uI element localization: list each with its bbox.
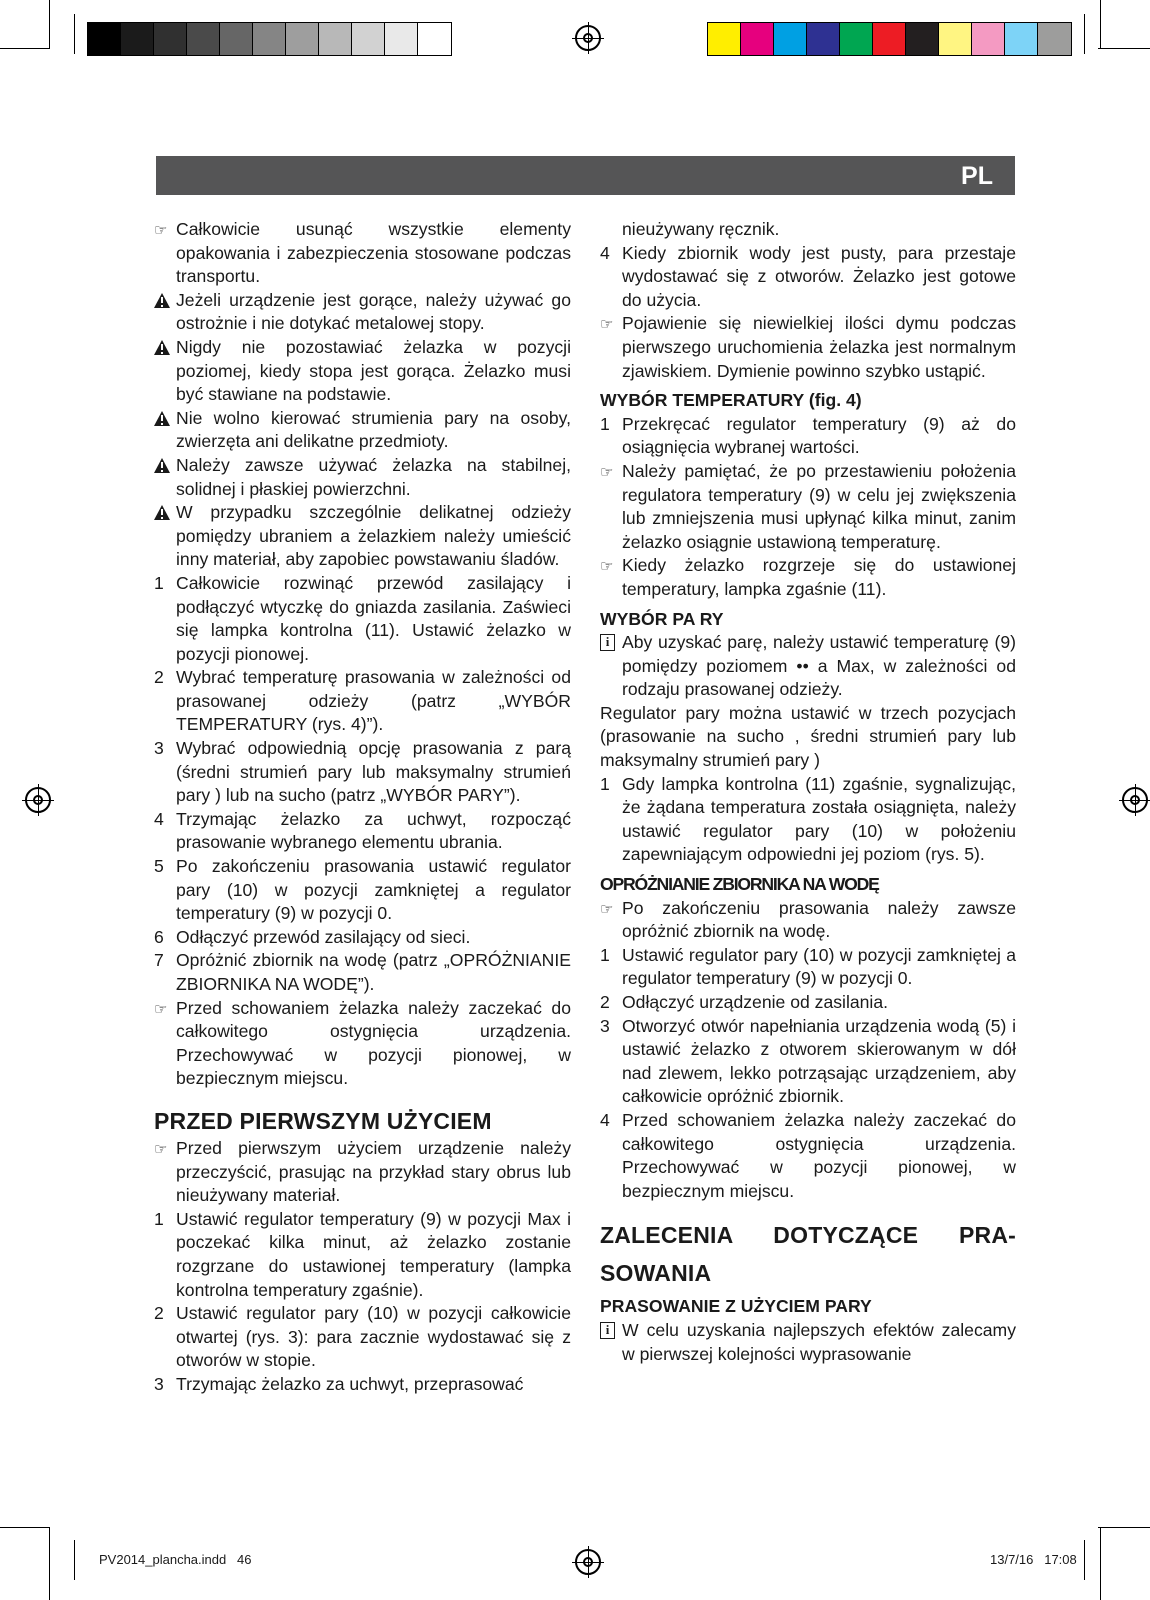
color-swatch [418, 23, 451, 55]
list-item [600, 944, 1016, 991]
list-item [600, 1015, 1016, 1109]
step-number: 3 [154, 1373, 164, 1394]
list-item [600, 242, 1016, 313]
list-item-text: Należy zawsze używać żelazka na stabilnej, solidnej i płaskiej powierzchni. [176, 454, 571, 499]
color-swatch [187, 23, 220, 55]
list-item-text: Kiedy zbiornik wody jest pusty, para przestaje wydostawać się z otworów. Żelazko jest gotowe do użycia. [622, 242, 1016, 310]
hand-pointer-icon: ☞ [600, 900, 614, 918]
registration-mark-icon [575, 1549, 601, 1575]
list-item-text: Ustawić regulator pary (10) w pozycji całkowicie otwartej (rys. 3): para zacznie wydostawać się z otworów w stopie. [176, 1303, 571, 1371]
step-number: 2 [154, 667, 164, 688]
left-instruction-list [154, 218, 571, 1091]
crop-mark [74, 1540, 75, 1580]
steam-info-text: Aby uzyskać parę, należy ustawić temperaturę (9) pomiędzy poziomem •• a Max, w zależności od rodzaju prasowanej odzieży. [622, 632, 1016, 700]
list-item-text: Całkowicie usunąć wszystkie elementy opakowania i zabezpieczenia stosowane podczas transportu. [176, 219, 571, 287]
list-item-text: Wybrać odpowiednią opcję prasowania z parą (średni strumień pary lub maksymalny strumień pary ) lub na sucho (patrz „WYBÓR PARY”). [176, 738, 571, 806]
list-item [154, 1137, 571, 1208]
list-item [154, 1373, 571, 1397]
color-swatch [774, 23, 807, 55]
crop-mark [1084, 1540, 1085, 1580]
step-number: 4 [600, 242, 610, 263]
warning-icon [154, 411, 172, 427]
section-title-first-use: PRZED PIERWSZYM UŻYCIEM [154, 1107, 492, 1134]
crop-mark [1100, 0, 1101, 48]
crop-mark [1100, 1527, 1101, 1600]
list-item [154, 855, 571, 926]
list-item-text: Trzymając żelazko za uchwyt, rozpocząć prasowanie wybranego elementu ubrania. [176, 808, 571, 853]
gray-color-bar [87, 22, 452, 56]
color-swatch [319, 23, 352, 55]
list-item [600, 773, 1016, 867]
steam-paragraph: Regulator pary można ustawić w trzech pozycjach (prasowanie na sucho , średni strumień pary lub maksymalny strumień pary ) [600, 702, 1016, 771]
warning-icon [154, 340, 172, 356]
crop-mark [49, 1527, 50, 1600]
crop-mark [74, 14, 75, 54]
list-item [600, 1109, 1016, 1203]
hand-pointer-icon: ☞ [600, 316, 614, 334]
list-item-text: Ustawić regulator temperatury (9) w pozycji Max i poczekać kilka minut, aż żelazko zostanie rozgrzane do ustawionej temperatury (lampka kontrolna temperatury zgaśnie). [176, 1208, 571, 1300]
list-item-text: Jeżeli urządzenie jest gorące, należy używać go ostrożnie i nie dotykać metalowej stopy. [176, 289, 571, 334]
step-number: 6 [154, 926, 164, 947]
list-item [600, 460, 1016, 554]
advice-info-text: W celu uzyskania najlepszych efektów zalecamy w pierwszej kolejności wyprasowanie [622, 1319, 1016, 1364]
color-swatch [253, 23, 286, 55]
hand-pointer-icon: ☞ [600, 558, 614, 576]
step-number: 1 [600, 944, 610, 965]
color-swatch [1005, 23, 1038, 55]
color-swatch [840, 23, 873, 55]
list-item [154, 218, 571, 289]
list-item-text: Trzymając żelazko za uchwyt, przeprasować [176, 1373, 524, 1394]
right-column [600, 218, 1016, 1366]
step-number: 5 [154, 856, 164, 877]
crop-mark [49, 0, 50, 48]
step-number: 1 [154, 572, 164, 593]
list-item-text: Przekręcać regulator temperatury (9) aż do osiągnięcia wybranej wartości. [622, 413, 1016, 458]
color-swatch [1038, 23, 1071, 55]
crop-mark [1098, 1527, 1150, 1528]
color-swatch [385, 23, 418, 55]
empty-tank-list [600, 897, 1016, 1204]
list-item-text: Całkowicie rozwinąć przewód zasilający i podłączyć wtyczkę do gniazda zasilania. Zaświeci się lampka kontrolna (11). Ustawić żelazko w pozycji pionowej. [176, 572, 571, 664]
color-swatch [220, 23, 253, 55]
crop-mark [1084, 14, 1085, 54]
left-column [154, 218, 571, 1397]
step-number: 3 [154, 738, 164, 759]
list-item [154, 949, 571, 996]
warning-icon [154, 505, 172, 521]
footer-file-name: PV2014_plancha.indd 46 [99, 1552, 252, 1567]
step-number: 4 [154, 808, 164, 829]
color-swatch [154, 23, 187, 55]
temperature-section-title: WYBÓR TEMPERATURY (fig. 4) [600, 390, 862, 411]
info-icon: i [600, 1322, 615, 1339]
list-item-text: Nie wolno kierować strumienia pary na osoby, zwierzęta ani delikatne przedmioty. [176, 407, 571, 452]
steam-section-title: WYBÓR PA RY [600, 608, 724, 629]
color-swatch [708, 23, 741, 55]
list-item-text: Przed schowaniem żelazka należy zaczekać do całkowitego ostygnięcia urządzenia. Przechowywać w pozycji pionowej, w bezpiecznym miejscu. [176, 997, 571, 1089]
list-item-text: Należy pamiętać, że po przestawieniu położenia regulatora temperatury (9) w celu jej zwiększenia lub zmniejszenia musi upłynąć kilka minut, zanim żelazko osiągnie ustawioną temperaturę. [622, 460, 1016, 552]
continuation-text: nieużywany ręcznik. [622, 219, 780, 239]
crop-mark [1098, 48, 1150, 49]
list-item [154, 454, 571, 501]
hand-pointer-icon: ☞ [600, 463, 614, 481]
list-item-text: Po zakończeniu prasowania należy zawsze opróżnić zbiornik na wodę. [622, 897, 1016, 942]
list-item [154, 407, 571, 454]
advice-title-line1: ZALECENIA DOTYCZĄCE PRA- [600, 1222, 1016, 1249]
list-item-text: Przed pierwszym użyciem urządzenie należy przeczyścić, prasując na przykład stary obrus lub nieużywany materiał. [176, 1137, 571, 1206]
warning-icon [154, 293, 172, 309]
step-number: 7 [154, 950, 164, 971]
list-item [154, 501, 571, 572]
color-swatch [972, 23, 1005, 55]
color-swatch [873, 23, 906, 55]
list-item [154, 997, 571, 1091]
list-item-text: Po zakończeniu prasowania ustawić regulator pary (10) w pozycji zamkniętej a regulator temperatury (9) w pozycji 0. [176, 856, 571, 924]
list-item [154, 737, 571, 808]
list-item [600, 991, 1016, 1015]
language-code: PL [961, 162, 993, 190]
list-item-text: Wybrać temperaturę prasowania w zależności od prasowanej odzieży (patrz „WYBÓR TEMPERATURY (rys. 4)”). [176, 667, 571, 735]
step-number: 3 [600, 1015, 610, 1036]
step-number: 1 [600, 413, 610, 434]
footer-date: 13/7/16 17:08 [990, 1552, 1077, 1567]
first-use-list [154, 1137, 571, 1397]
advice-title-line2: SOWANIA [600, 1260, 712, 1287]
color-swatch [286, 23, 319, 55]
steam-info-note [600, 631, 1016, 702]
list-item-text: Przed schowaniem żelazka należy zaczekać do całkowitego ostygnięcia urządzenia. Przechowywać w pozycji pionowej, w bezpiecznym miejscu. [622, 1109, 1016, 1201]
color-swatch [121, 23, 154, 55]
hand-pointer-icon: ☞ [154, 222, 168, 239]
steam-list [600, 773, 1016, 867]
list-item [154, 572, 571, 666]
list-item-text: Pojawienie się niewielkiej ilości dymu podczas pierwszego uruchomienia żelazka jest normalnym zjawiskiem. Dymienie powinno szybko ustąpić. [622, 313, 1016, 381]
list-item [154, 666, 571, 737]
step-number: 2 [154, 1303, 164, 1324]
list-item-text: Odłączyć przewód zasilający od sieci. [176, 926, 471, 947]
registration-mark-icon [575, 25, 601, 51]
crop-mark [0, 1527, 50, 1528]
registration-mark-icon [1122, 787, 1148, 813]
list-item [154, 1302, 571, 1373]
hand-pointer-icon: ☞ [154, 1140, 168, 1158]
list-item [154, 1208, 571, 1302]
step-number: 4 [600, 1109, 610, 1130]
color-swatch [741, 23, 774, 55]
list-item [154, 926, 571, 950]
color-swatch [807, 23, 840, 55]
warning-icon [154, 458, 172, 474]
step-number: 1 [600, 773, 610, 794]
color-swatch [906, 23, 939, 55]
list-item [154, 289, 571, 336]
list-item-text: Ustawić regulator pary (10) w pozycji zamkniętej a regulator temperatury (9) w pozycji 0. [622, 944, 1016, 989]
language-header-bar [156, 156, 1015, 195]
list-item-text: W przypadku szczególnie delikatnej odzieży pomiędzy ubraniem a żelazkiem należy umieścić inny materiał, aby zapobiec powstawaniu śladów. [176, 502, 571, 570]
step-number: 2 [600, 992, 610, 1012]
list-item [600, 897, 1016, 944]
list-item [154, 336, 571, 407]
cmyk-color-bar [707, 22, 1072, 56]
crop-mark [0, 48, 50, 49]
list-item [600, 554, 1016, 601]
list-item-text: Nigdy nie pozostawiać żelazka w pozycji poziomej, kiedy stopa jest gorąca. Żelazko musi być stawiane na podstawie. [176, 336, 571, 405]
list-item-text: Kiedy żelazko rozgrzeje się do ustawionej temperatury, lampka zgaśnie (11). [622, 555, 1016, 599]
color-swatch [352, 23, 385, 55]
list-item [600, 312, 1016, 383]
empty-tank-section-title: OPRÓŻNIANIE ZBIORNIKA NA WODĘ [600, 874, 879, 895]
hand-pointer-icon: ☞ [154, 1000, 168, 1018]
list-item-text: Gdy lampka kontrolna (11) zgaśnie, sygnalizując, że żądana temperatura została osiągnięta, należy ustawić regulator pary (10) w położeniu zapewniającym odpowiedni jej poziom (rys. 5). [622, 773, 1016, 865]
list-item-text: Odłączyć urządzenie od zasilania. [622, 992, 889, 1012]
color-swatch [88, 23, 121, 55]
list-item [600, 413, 1016, 460]
step-number: 1 [154, 1208, 164, 1229]
color-swatch [939, 23, 972, 55]
registration-mark-icon [25, 787, 51, 813]
list-item-text: Opróżnić zbiornik na wodę (patrz „OPRÓŻNIANIE ZBIORNIKA NA WODĘ”). [176, 950, 571, 994]
list-item-text: Otworzyć otwór napełniania urządzenia wodą (5) i ustawić żelazko z otworem skierowanym w dół nad zlewem, lekko potrząsając urządzeniem, aby całkowicie opróżnić zbiornik. [622, 1015, 1016, 1107]
list-item [154, 808, 571, 855]
advice-subtitle: PRASOWANIE Z UŻYCIEM PARY [600, 1296, 872, 1317]
advice-info-note [600, 1319, 1016, 1366]
first-use-list-continued [600, 242, 1016, 384]
temperature-list [600, 413, 1016, 602]
info-icon: i [600, 634, 615, 651]
